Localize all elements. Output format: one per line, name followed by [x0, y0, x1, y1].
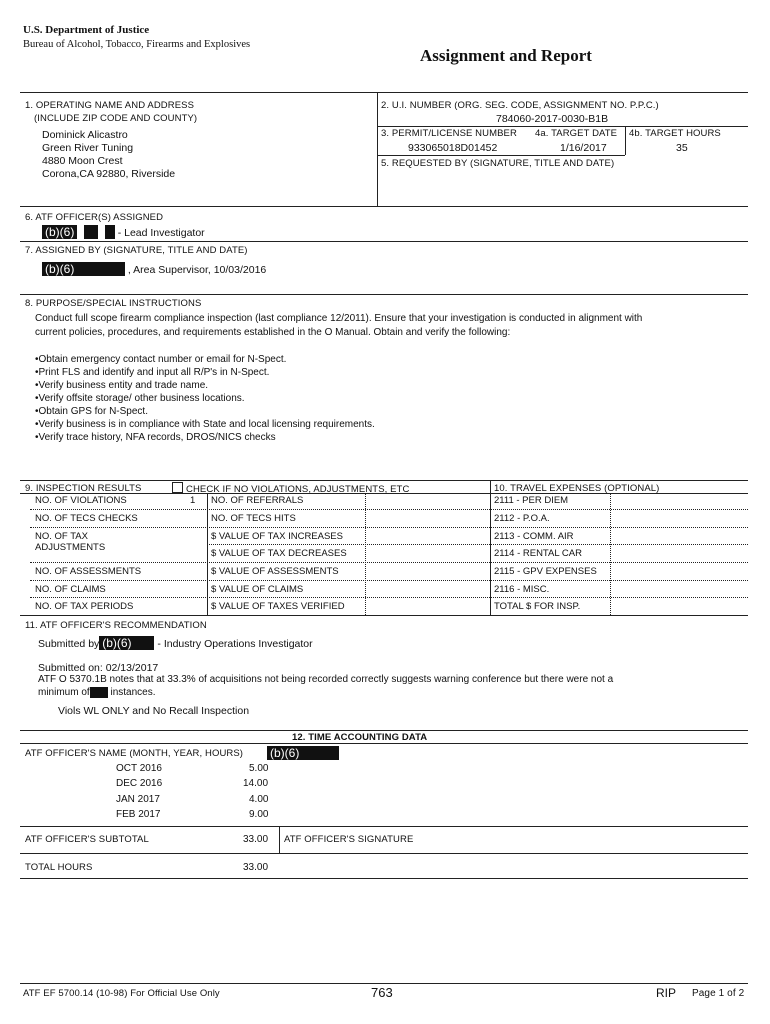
rule-sec9: [20, 480, 748, 481]
recommendation-label: 11. ATF OFFICER'S RECOMMENDATION: [25, 620, 207, 631]
rule-total: [20, 853, 748, 854]
assessments-label: NO. OF ASSESSMENTS: [35, 566, 142, 577]
taxes-verified-label: $ VALUE OF TAXES VERIFIED: [211, 601, 345, 612]
officers-assigned-label: 6. ATF OFFICER(S) ASSIGNED: [25, 212, 164, 223]
licensee-name: Dominick Alicastro: [42, 129, 128, 141]
row-rule: [30, 580, 748, 581]
viols-note: Viols WL ONLY and No Recall Inspection: [58, 705, 250, 717]
rule-sec12: [20, 730, 748, 731]
month-oct: OCT 2016: [116, 763, 162, 774]
month-dec: DEC 2016: [116, 778, 163, 789]
operating-name-label: 1. OPERATING NAME AND ADDRESS: [25, 100, 195, 111]
instruction-item: •Verify offsite storage/ other business locations.: [35, 393, 245, 404]
row-rule: [30, 527, 748, 528]
rip-stamp: RIP: [656, 986, 677, 1000]
row-rule: [30, 597, 748, 598]
rule-sec12-header: [20, 743, 748, 744]
violations-value: 1: [190, 495, 196, 506]
assigned-by-value: , Area Supervisor, 10/03/2016: [127, 264, 267, 276]
officer-title: - Lead Investigator: [117, 227, 205, 239]
ui-number-value: 784060-2017-0030-B1B: [496, 113, 609, 125]
submitted-by-suffix: - Industry Operations Investigator: [157, 638, 313, 650]
target-date-value: 1/16/2017: [560, 142, 607, 154]
hours-feb: 9.00: [249, 809, 269, 820]
officer-name-redaction: [267, 746, 339, 760]
ui-number-label: 2. U.I. NUMBER (ORG. SEG. CODE, ASSIGNMENT NO. P.P.C.): [381, 100, 659, 111]
target-hours-value: 35: [676, 142, 688, 154]
rule-sec3: [377, 155, 625, 156]
submitted-by-prefix: Submitted by: [38, 638, 100, 650]
page-stamp-number: 763: [371, 985, 393, 1000]
agency-name: U.S. Department of Justice: [23, 24, 150, 36]
assigned-by-row: [42, 262, 266, 276]
operating-name-sublabel: (INCLUDE ZIP CODE AND COUNTY): [34, 113, 198, 124]
gpv-expenses-label: 2115 - GPV EXPENSES: [494, 566, 597, 577]
month-feb: FEB 2017: [116, 809, 161, 820]
instruction-item: •Verify trace history, NFA records, DROS/NICS checks: [35, 432, 276, 443]
row-rule: [30, 509, 748, 510]
instruction-list: [35, 353, 375, 444]
value-claims-label: $ VALUE OF CLAIMS: [211, 584, 304, 595]
tax-periods-label: NO. OF TAX PERIODS: [35, 601, 134, 612]
redaction-b6: (b)(6): [42, 225, 77, 239]
time-accounting-label: 12. TIME ACCOUNTING DATA: [292, 732, 428, 743]
target-date-label: 4a. TARGET DATE: [535, 128, 618, 139]
rule-4b: [625, 126, 626, 155]
instruction-item: •Print FLS and identify and input all R/P's in N-Spect.: [35, 367, 270, 378]
rule-sec2: [377, 126, 748, 127]
city-zip-county: Corona,CA 92880, Riverside: [42, 168, 176, 180]
permit-number-label: 3. PERMIT/LICENSE NUMBER: [381, 128, 517, 139]
inspection-results-label: 9. INSPECTION RESULTS: [25, 483, 142, 494]
rule-sec11: [20, 615, 748, 616]
per-diem-label: 2111 - PER DIEM: [494, 495, 569, 506]
target-hours-label: 4b. TARGET HOURS: [629, 128, 721, 139]
page-of: Page 1 of 2: [692, 988, 745, 999]
total-for-insp-label: TOTAL $ FOR INSP.: [494, 601, 581, 612]
tecs-checks-label: NO. OF TECS CHECKS: [35, 513, 138, 524]
officers-assigned-row: [42, 225, 205, 239]
redaction-b6: (b)(6): [99, 636, 134, 650]
signature-label: ATF OFFICER'S SIGNATURE: [284, 834, 414, 845]
purpose-line-1: Conduct full scope firearm compliance inspection (last compliance 12/2011). Ensure that your investigation is conducted in alignment with: [35, 313, 643, 324]
redaction-block: [84, 225, 98, 239]
rule-sec6: [20, 206, 748, 207]
row-rule: [30, 562, 748, 563]
recommendation-note-1: ATF O 5370.1B notes that at 33.3% of acquisitions not being recorded correctly suggests warning conference but there were not a: [38, 674, 614, 685]
col-divider-3: [490, 480, 491, 615]
tecs-hits-label: NO. OF TECS HITS: [211, 513, 296, 524]
value-assessments-label: $ VALUE OF ASSESSMENTS: [211, 566, 339, 577]
misc-label: 2116 - MISC.: [494, 584, 550, 595]
comm-air-label: 2113 - COMM. AIR: [494, 531, 574, 542]
redaction-b6: (b)(6): [267, 746, 339, 760]
violations-label: NO. OF VIOLATIONS: [35, 495, 127, 506]
bureau-name: Bureau of Alcohol, Tobacco, Firearms and Explosives: [23, 39, 251, 50]
rule-sec8: [20, 294, 748, 295]
referrals-label: NO. OF REFERRALS: [211, 495, 304, 506]
top-rule: [20, 92, 748, 93]
note-suffix: instances.: [110, 687, 156, 698]
row-rule: [207, 544, 748, 545]
tax-adjustments-label: NO. OF TAX ADJUSTMENTS: [35, 531, 106, 553]
assigned-by-label: 7. ASSIGNED BY (SIGNATURE, TITLE AND DATE): [25, 245, 248, 256]
note-prefix: minimum of: [38, 687, 90, 698]
rental-car-label: 2114 - RENTAL CAR: [494, 548, 582, 559]
poa-label: 2112 - P.O.A.: [494, 513, 550, 524]
purpose-line-2: current policies, procedures, and requirements established in the O Manual. Obtain and verify the following:: [35, 327, 511, 338]
rule-sec9-header: [20, 493, 748, 494]
redaction-block: [99, 262, 125, 276]
redaction-block: [134, 636, 154, 650]
section-divider: [377, 92, 378, 206]
permit-number-value: 933065018D01452: [408, 142, 498, 154]
footer-rule: [20, 983, 748, 984]
hours-dec: 14.00: [243, 778, 269, 789]
redaction-b6: (b)(6): [42, 262, 100, 276]
month-jan: JAN 2017: [116, 794, 160, 805]
total-hours-label: TOTAL HOURS: [25, 862, 93, 873]
rule-bottom: [20, 878, 748, 879]
street-address: 4880 Moon Crest: [42, 155, 123, 167]
instruction-item: •Obtain emergency contact number or email for N-Spect.: [35, 354, 287, 365]
travel-expenses-label: 10. TRAVEL EXPENSES (OPTIONAL): [494, 483, 660, 494]
officer-name-label: ATF OFFICER'S NAME (MONTH, YEAR, HOURS): [25, 748, 244, 759]
recommendation-note-2: [38, 687, 156, 698]
redaction-block: [90, 687, 108, 698]
redaction-block: [105, 225, 115, 239]
total-hours-value: 33.00: [243, 862, 269, 873]
instruction-item: •Obtain GPS for N-Spect.: [35, 406, 148, 417]
form-title: Assignment and Report: [420, 46, 592, 65]
requested-by-label: 5. REQUESTED BY (SIGNATURE, TITLE AND DATE): [381, 158, 615, 169]
rule-subtotal: [20, 826, 748, 827]
no-violations-check-label: CHECK IF NO VIOLATIONS, ADJUSTMENTS, ETC: [186, 484, 410, 495]
claims-label: NO. OF CLAIMS: [35, 584, 106, 595]
subtotal-label: ATF OFFICER'S SUBTOTAL: [25, 834, 149, 845]
submitted-by-row: [38, 636, 313, 650]
tax-increases-label: $ VALUE OF TAX INCREASES: [211, 531, 343, 542]
business-name: Green River Tuning: [42, 142, 134, 154]
no-violations-checkbox[interactable]: [172, 482, 183, 493]
tax-decreases-label: $ VALUE OF TAX DECREASES: [211, 548, 347, 559]
purpose-label: 8. PURPOSE/SPECIAL INSTRUCTIONS: [25, 298, 202, 309]
hours-oct: 5.00: [249, 763, 269, 774]
subtotal-divider: [279, 826, 280, 853]
rule-sec7: [20, 241, 748, 242]
subtotal-value: 33.00: [243, 834, 269, 845]
form-identifier: ATF EF 5700.14 (10-98) For Official Use Only: [23, 988, 220, 999]
instruction-item: •Verify business is in compliance with State and local licensing requirements.: [35, 419, 375, 430]
hours-jan: 4.00: [249, 794, 269, 805]
submitted-on: Submitted on: 02/13/2017: [38, 662, 159, 674]
instruction-item: •Verify business entity and trade name.: [35, 380, 209, 391]
